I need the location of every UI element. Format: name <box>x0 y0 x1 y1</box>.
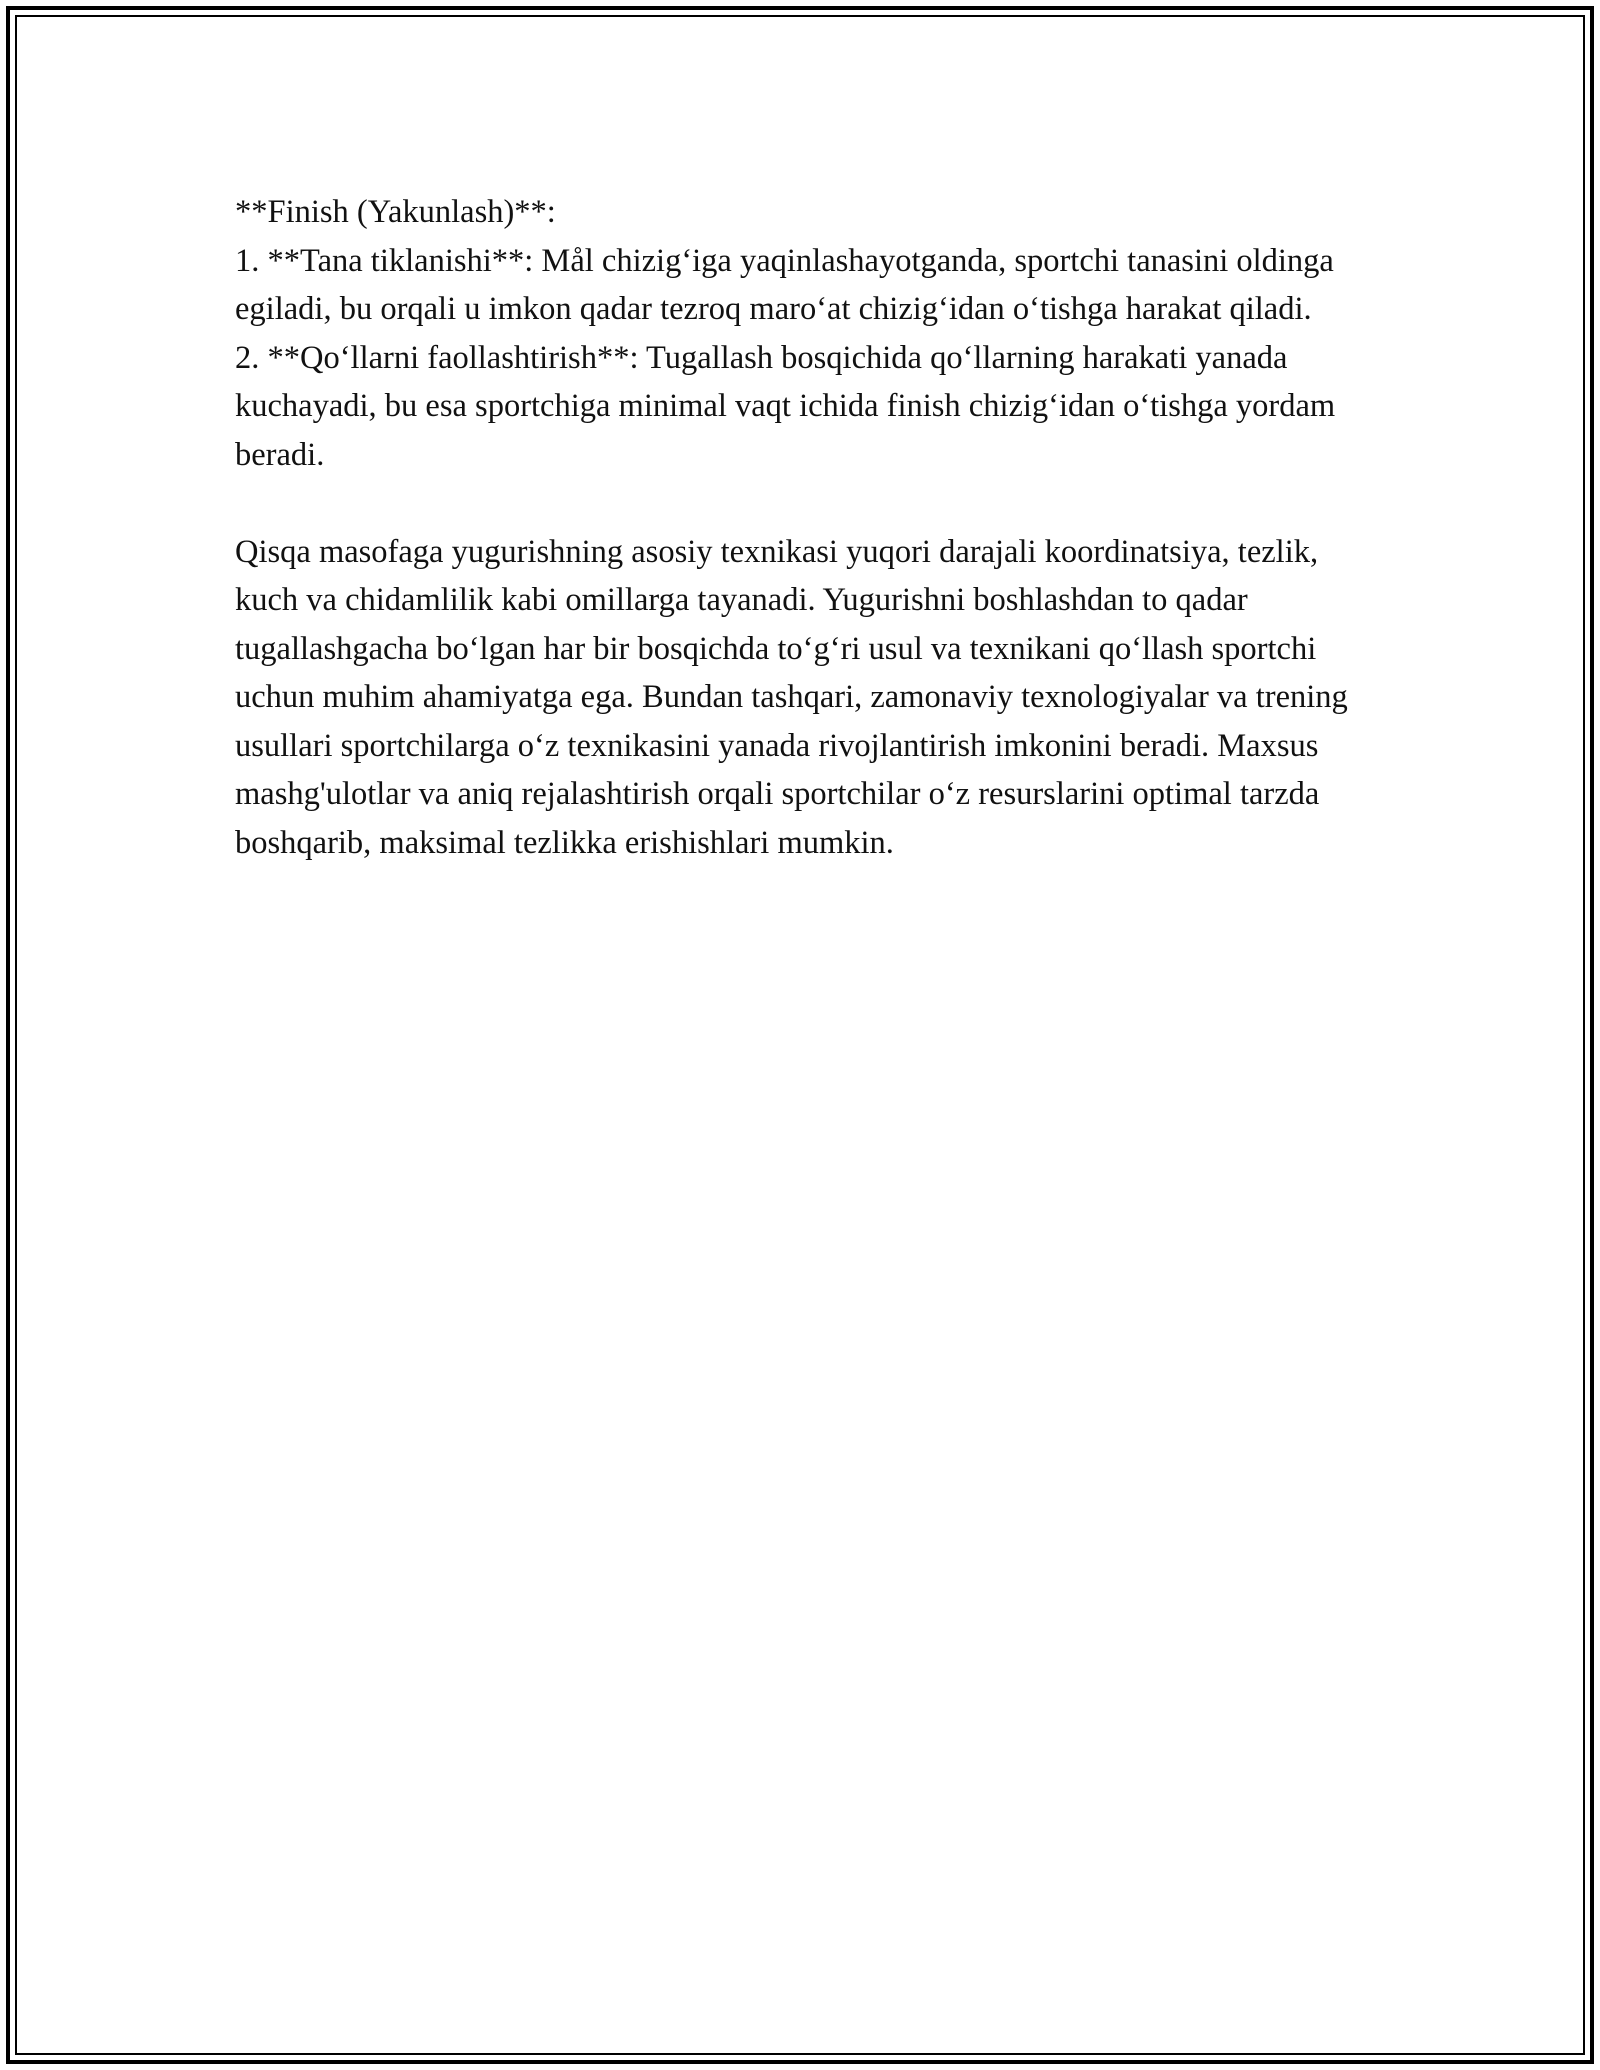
paragraph-spacer <box>235 479 1375 528</box>
list-item-1: 1. **Tana tiklanishi**: Mål chizig‘iga yaqinlashayotganda, sportchi tanasini oldinga egiladi, bu orqali u imkon qadar tezroq maro‘at chizig‘idan o‘tishga harakat qiladi. <box>235 242 1334 327</box>
document-body <box>235 188 1375 867</box>
summary-paragraph: Qisqa masofaga yugurishning asosiy texnikasi yuqori darajali koordinatsiya, tezlik, kuch va chidamlilik kabi omillarga tayanadi. Yugurishni boshlashdan to qadar tugallashgacha bo‘lgan har bir bosqichda to‘g‘ri usul va texnikani qo‘llash sportchi uchun muhim ahamiyatga ega. Bundan tashqari, zamonaviy texnologiyalar va trening usullari sportchilarga o‘z texnikasini yanada rivojlantirish imkonini beradi. Maxsus mashg'ulotlar va aniq rejalashtirish orqali sportchilar o‘z resurslarini optimal tarzda boshqarib, maksimal tezlikka erishishlari mumkin. <box>235 533 1348 861</box>
section-heading: **Finish (Yakunlash)**: <box>235 194 556 230</box>
list-item-2: 2. **Qo‘llarni faollashtirish**: Tugallash bosqichida qo‘llarning harakati yanada kuchayadi, bu esa sportchiga minimal vaqt ichida finish chizig‘idan o‘tishga yordam beradi. <box>235 339 1336 473</box>
